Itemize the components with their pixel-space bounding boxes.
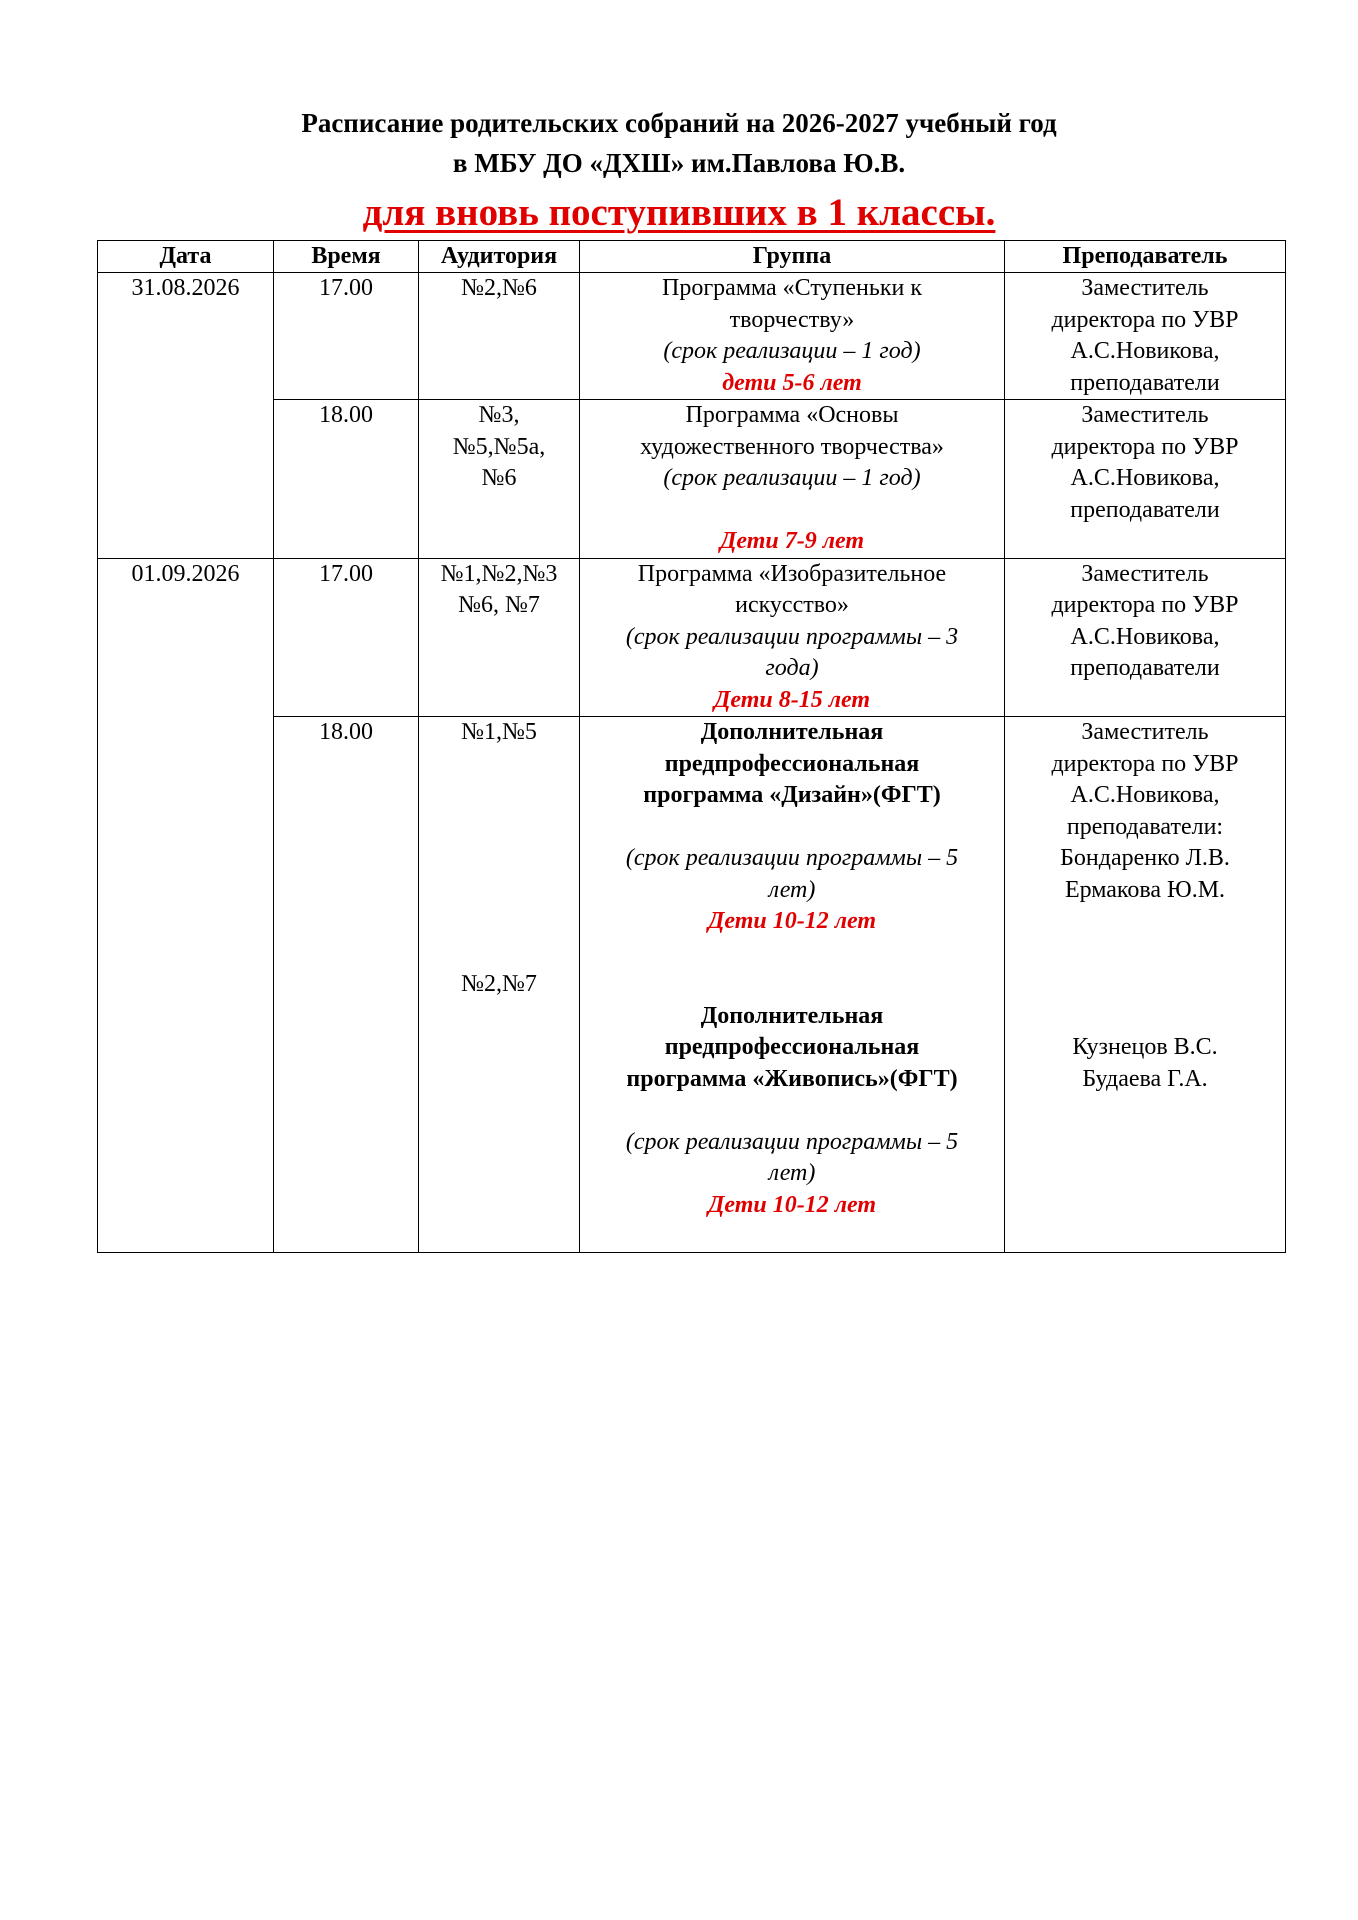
- table-header-row: [98, 241, 1286, 273]
- teacher-line: Кузнецов В.С.: [1072, 1034, 1218, 1060]
- time-cell: [274, 273, 419, 400]
- teacher-line: директора по УВР: [1051, 750, 1239, 777]
- room-line: №6, №7: [458, 592, 540, 618]
- teacher-line: директора по УВР: [1051, 306, 1239, 333]
- age-group: дети 5-6 лет: [722, 369, 862, 396]
- meeting-time: 18.00: [319, 402, 373, 428]
- program-term-line: лет): [768, 1160, 816, 1186]
- time-cell: [274, 400, 419, 559]
- program-term: (срок реализации – 1 год): [663, 465, 921, 491]
- program-name-line: программа «Дизайн»(ФГТ): [643, 782, 941, 808]
- program-name-line: Дополнительная: [700, 719, 884, 745]
- table-row: [98, 558, 1286, 717]
- teacher-line: директора по УВР: [1051, 433, 1239, 460]
- document-subtitle: для вновь поступивших в 1 классы.: [362, 191, 996, 234]
- group-cell: [580, 717, 1005, 1253]
- teacher-line: А.С.Новикова,: [1070, 338, 1220, 364]
- meeting-date: 31.08.2026: [131, 275, 240, 301]
- program-term-line: (срок реализации программы – 5: [625, 845, 959, 871]
- room-line: №2,№6: [461, 275, 537, 301]
- teacher-line: Бондаренко Л.В.: [1060, 845, 1230, 871]
- room-cell: [419, 558, 580, 717]
- meeting-time: 18.00: [319, 719, 373, 745]
- schedule-table: [97, 240, 1286, 1253]
- header-teacher: Преподаватель: [1005, 241, 1286, 273]
- room-line: №1,№2,№3: [440, 560, 558, 587]
- program-term: (срок реализации – 1 год): [663, 338, 921, 364]
- room-line: №3,: [478, 402, 520, 428]
- program-term-line: (срок реализации программы – 3: [625, 623, 959, 650]
- group-cell: [580, 558, 1005, 717]
- header-date: Дата: [98, 241, 274, 273]
- program-name-line: программа «Живопись»(ФГТ): [626, 1065, 958, 1092]
- program-name-line: Программа «Изобразительное: [637, 560, 947, 587]
- header-group: Группа: [580, 241, 1005, 273]
- group-cell: [580, 273, 1005, 400]
- table-row: [98, 273, 1286, 400]
- room-cell: [419, 273, 580, 400]
- teacher-line: Будаева Г.А.: [1082, 1065, 1208, 1092]
- program-name-line: художественного творчества»: [640, 433, 944, 460]
- teacher-line: А.С.Новикова,: [1070, 623, 1220, 650]
- age-group: Дети 8-15 лет: [713, 686, 871, 713]
- room-line: №5,№5а,: [452, 433, 546, 460]
- teacher-cell: [1005, 717, 1286, 1253]
- age-group: Дети 7-9 лет: [719, 528, 865, 554]
- teacher-line: преподаватели: [1070, 496, 1220, 523]
- time-cell: [274, 717, 419, 1253]
- header-time: Время: [274, 241, 419, 273]
- room-cell: [419, 400, 580, 559]
- teacher-line: Ермакова Ю.М.: [1064, 876, 1226, 903]
- group-cell: [580, 400, 1005, 559]
- program-term-line: (срок реализации программы – 5: [625, 1128, 959, 1155]
- program-name-line: предпрофессиональная: [664, 1034, 920, 1060]
- meeting-date: 01.09.2026: [131, 560, 240, 587]
- teacher-line: Заместитель: [1081, 719, 1209, 745]
- room-line: №1,№5: [461, 719, 537, 745]
- room-line: №2,№7: [461, 971, 537, 997]
- teacher-line: преподаватели: [1070, 655, 1220, 681]
- teacher-line: Заместитель: [1081, 560, 1209, 587]
- teacher-cell: [1005, 558, 1286, 717]
- teacher-line: преподаватели:: [1066, 813, 1224, 840]
- program-term-line: лет): [768, 876, 816, 903]
- age-group: Дети 10-12 лет: [707, 908, 877, 934]
- teacher-cell: [1005, 273, 1286, 400]
- teacher-line: директора по УВР: [1051, 592, 1239, 618]
- time-cell: [274, 558, 419, 717]
- program-name-line: предпрофессиональная: [664, 750, 920, 777]
- meeting-time: 17.00: [319, 560, 373, 587]
- program-name-line: Дополнительная: [700, 1002, 884, 1029]
- teacher-line: преподаватели: [1070, 369, 1220, 396]
- room-cell: [419, 717, 580, 1253]
- program-name-line: творчеству»: [729, 306, 855, 333]
- program-name-line: Программа «Ступеньки к: [661, 275, 922, 301]
- teacher-line: Заместитель: [1081, 402, 1209, 428]
- program-name-line: искусство»: [735, 592, 849, 618]
- table-row: [98, 400, 1286, 559]
- date-cell: [98, 273, 274, 559]
- date-cell: [98, 558, 274, 1253]
- meeting-time: 17.00: [319, 275, 373, 301]
- document-title-line-1: Расписание родительских собраний на 2026-2027 учебный год: [301, 108, 1057, 138]
- teacher-line: А.С.Новикова,: [1070, 465, 1220, 491]
- program-name-line: Программа «Основы: [685, 402, 899, 428]
- room-line: №6: [481, 465, 517, 491]
- teacher-cell: [1005, 400, 1286, 559]
- teacher-line: Заместитель: [1081, 275, 1209, 301]
- document-title-line-2: в МБУ ДО «ДХШ» им.Павлова Ю.В.: [452, 148, 906, 178]
- table-row: [98, 717, 1286, 1253]
- teacher-line: А.С.Новикова,: [1070, 782, 1220, 808]
- program-term-line: года): [765, 655, 819, 681]
- header-room: Аудитория: [419, 241, 580, 273]
- age-group: Дети 10-12 лет: [707, 1191, 877, 1218]
